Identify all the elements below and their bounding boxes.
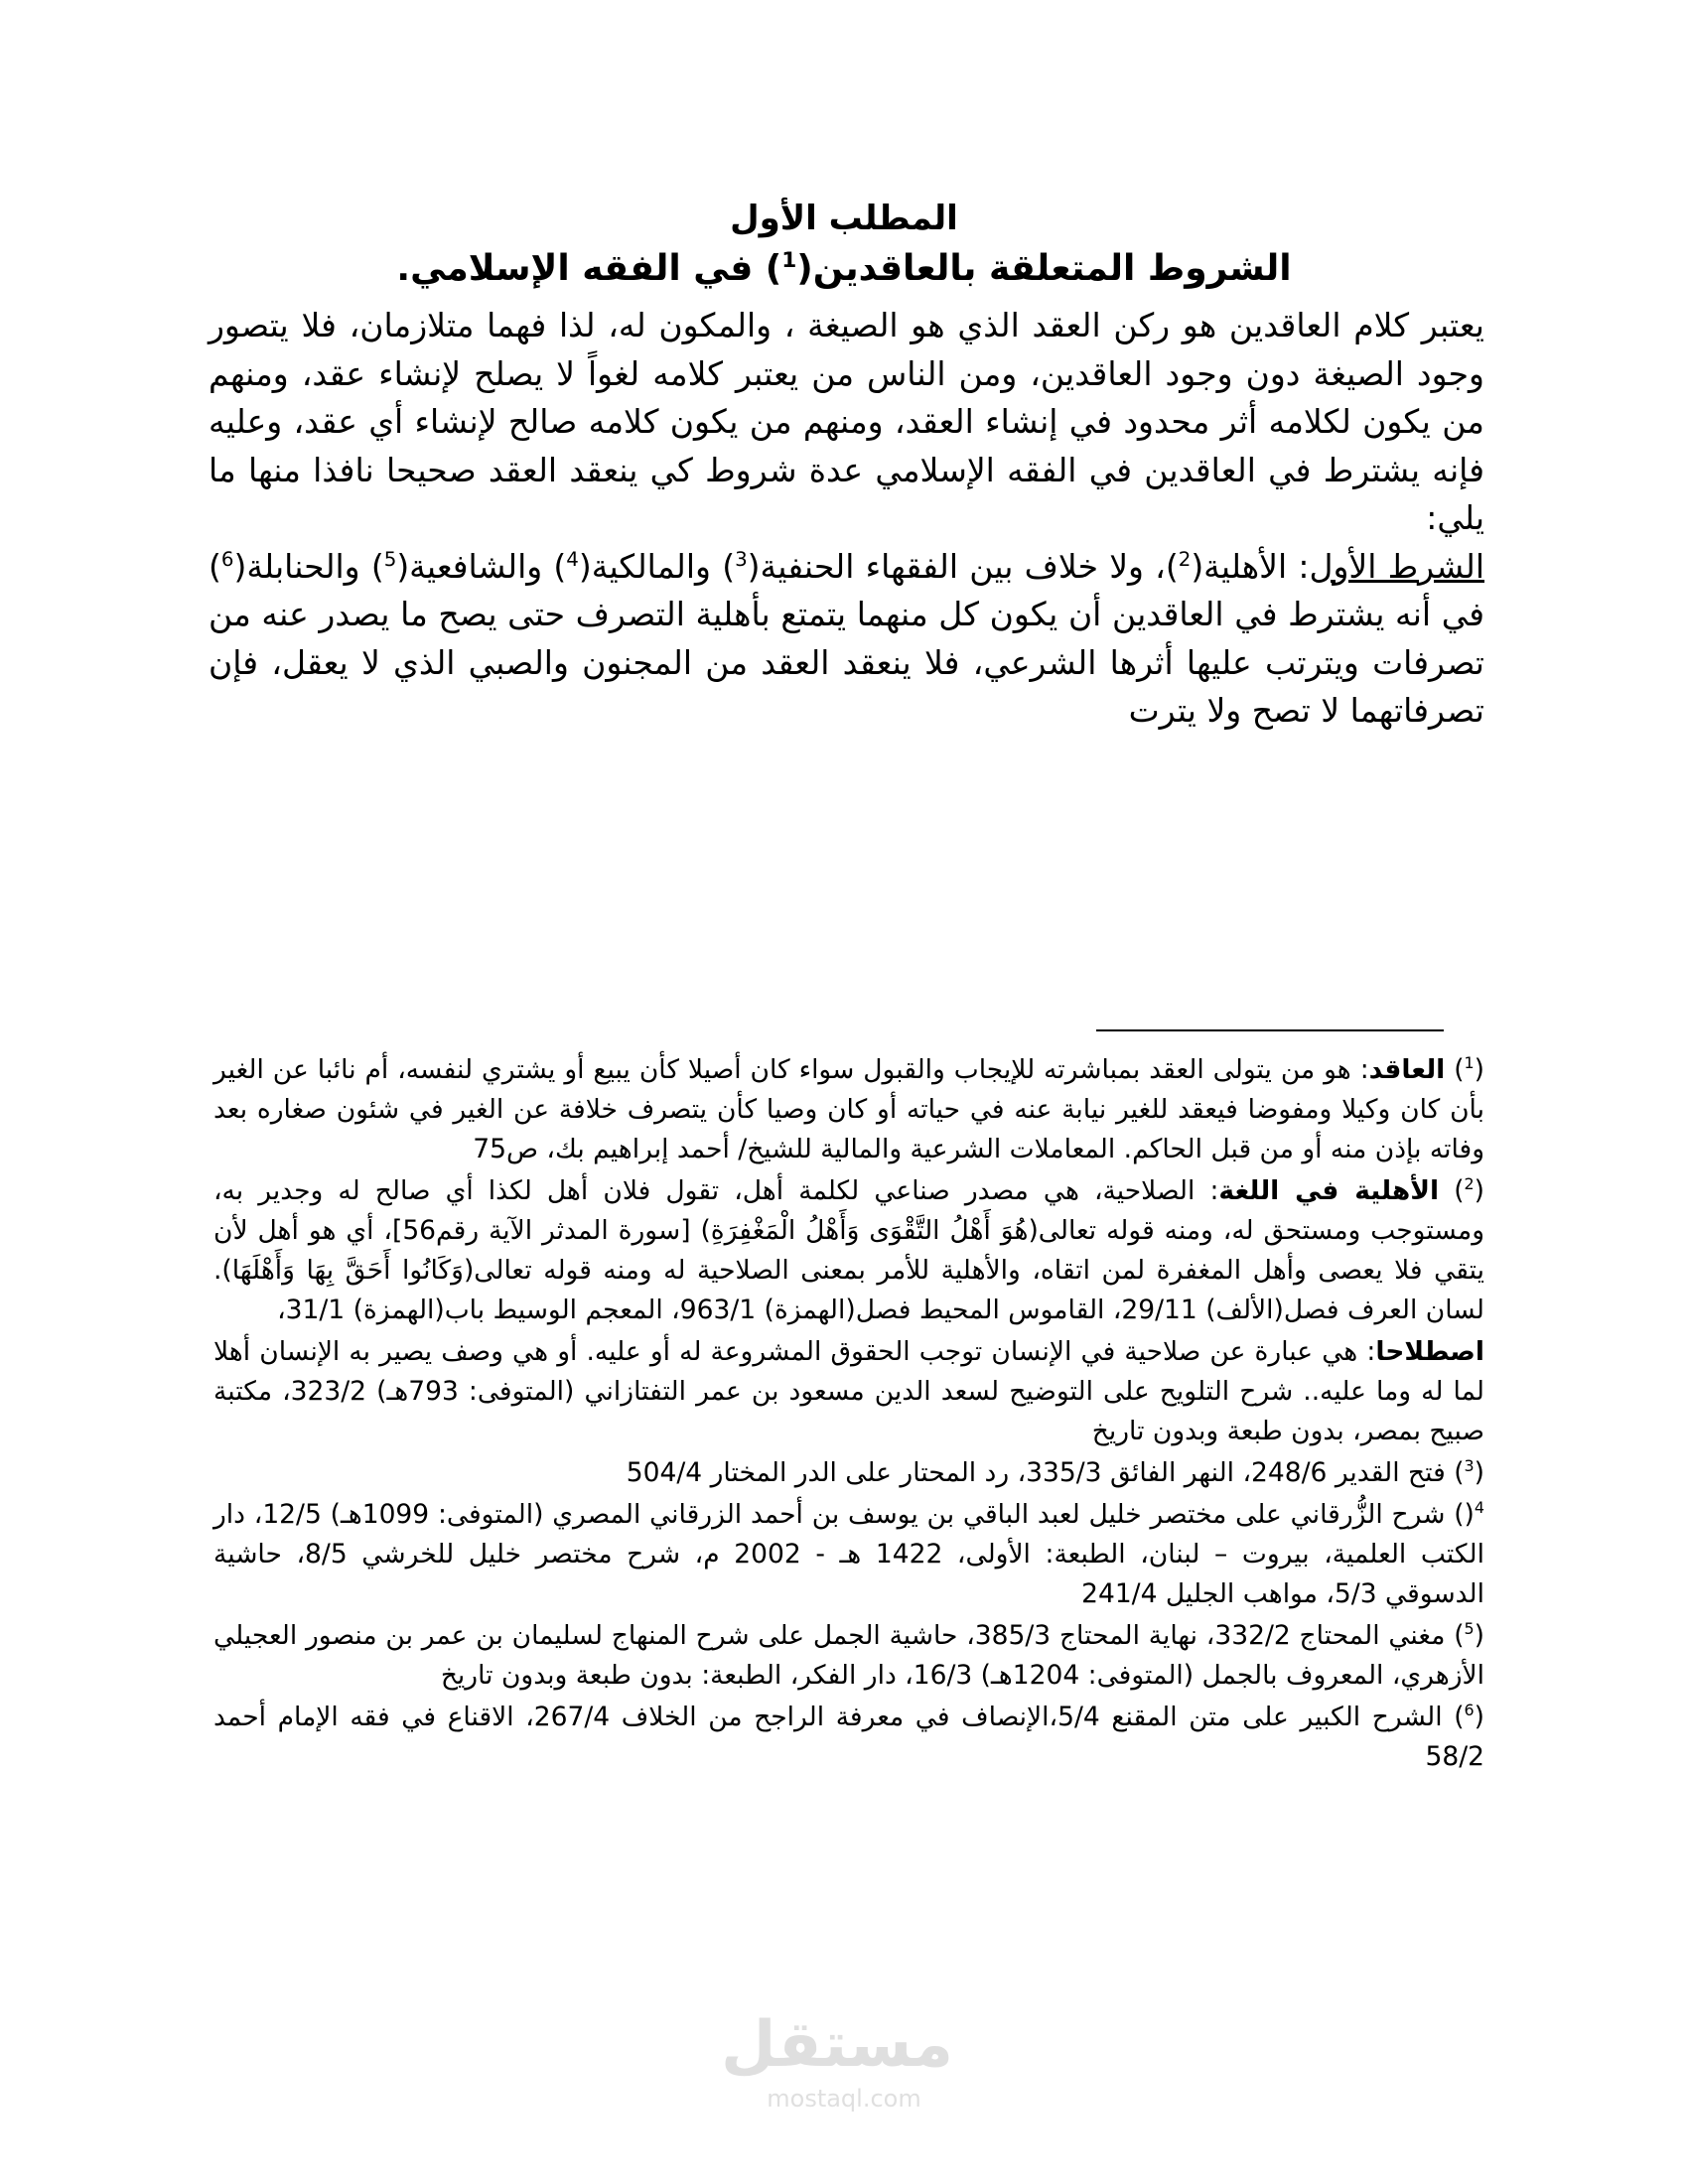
footnote-3: [213, 1453, 1484, 1493]
footnotes: [213, 1050, 1484, 1779]
watermark-logo: مستقل: [720, 2008, 953, 2082]
page-title-before: الشروط المتعلقة بالعاقدين(: [796, 248, 1292, 289]
footnote-6-text: الشرح الكبير على متن المقنع 5/4،الإنصاف في معرفة الراجح من الخلاف 267/4، الاقناع في فقه الإمام أحمد 58/2: [213, 1702, 1484, 1772]
body-paragraph-intro: يعتبر كلام العاقدين هو ركن العقد الذي هو الصيغة ، والمكون له، لذا فهما متلازمان، فلا يتصور وجود الصيغة دون وجود العاقدين، ومن الناس من يعتبر كلامه لغواً لا يصلح لإنشاء عقد، ومنهم من يكون لكلامه أثر محدود في إنشاء العقد، ومنهم من يكون كلامه صالح لإنشاء أي عقد، وعليه فإنه يشترط في العاقدين في الفقه الإسلامي عدة شروط كي ينعقد العقد صحيحا نافذا منها ما يلي:: [209, 306, 1484, 537]
footnote-2-open: (: [1474, 1175, 1485, 1206]
footnote-ref-3[interactable]: 3: [735, 547, 748, 571]
footnote-6: [213, 1698, 1484, 1777]
page-title-after: ) في الفقه الإسلامي.: [396, 248, 782, 289]
footnote-2b-text: : هي عبارة عن صلاحية في الإنسان توجب الحقوق المشروعة له أو عليه. أو هي وصف يصير به الإنسان أهلا لما له وما عليه.. شرح التلويح على التوضيح لسعد الدين مسعود بن عمر التفتازاني (المتوفى: 793هـ) 323/2، مكتبة صبيح بمصر، بدون طبعة وبدون تاريخ: [213, 1336, 1484, 1446]
footnote-4: [213, 1495, 1484, 1614]
condition-text-f: ) في أنه يشترط في العاقدين أن يكون كل منهما يتمتع بأهلية التصرف حتى يصح ما يصدر عنه من تصرفات ويترتب عليها أثرها الشرعي، فلا ينعقد العقد من المجنون والصبي الذي لا يعقل، فإن تصرفاتهما لا تصح ولا يترت: [209, 546, 1484, 730]
footnote-1: [213, 1050, 1484, 1169]
footnote-separator: [1096, 1029, 1444, 1031]
footnote-ref-1[interactable]: 1: [781, 248, 797, 273]
condition-label: الشرط الأول: [1309, 546, 1485, 586]
footnote-2-number: 2: [1464, 1174, 1475, 1194]
footnote-ref-2[interactable]: 2: [1178, 547, 1192, 571]
footnote-3-open: (: [1474, 1457, 1484, 1488]
footnote-6-open: (: [1474, 1702, 1485, 1732]
footnote-4-number: 4: [1474, 1498, 1484, 1518]
footnote-3-number: 3: [1464, 1456, 1475, 1476]
footnote-ref-6[interactable]: 6: [220, 547, 234, 571]
body-text: [209, 302, 1484, 736]
body-paragraph-condition: [209, 543, 1484, 736]
section-heading-text: المطلب الأول: [730, 199, 958, 238]
footnote-2-continued: [213, 1332, 1484, 1451]
condition-text-b: )، ولا خلاف بين الفقهاء الحنفية(: [747, 546, 1179, 586]
footnote-5-text: مغني المحتاج 332/2، نهاية المحتاج 385/3، حاشية الجمل على شرح المنهاج لسليمان بن عمر بن منصور العجيلي الأزهري، المعروف بالجمل (المتوفى: 1204هـ) 16/3، دار الفكر، الطبعة: بدون طبعة وبدون تاريخ: [213, 1620, 1484, 1691]
footnote-2-text: : الصلاحية، هي مصدر صناعي لكلمة أهل، تقول فلان أهل لكذا أي صالح له وجدير به، ومستوجب ومستحق له، ومنه قوله تعالى(هُوَ أَهْلُ التَّقْوَى وَأَهْلُ الْمَغْفِرَةِ) [سورة المدثر الآية رقم56]، أي هو أهل لأن يتقي فلا يعصى وأهل المغفرة لمن اتقاه، والأهلية للأمر بمعنى الصلاحية له ومنه قوله تعالى(وَكَانُوا أَحَقَّ بِهَا وَأَهْلَهَا). لسان العرف فصل(الألف) 29/11، القاموس المحيط فصل(الهمزة) 963/1، المعجم الوسيط باب(الهمزة) 31/1،: [213, 1175, 1484, 1325]
mostaql-watermark: [720, 2005, 953, 2144]
footnote-1-close: ): [1445, 1054, 1465, 1085]
watermark-url: mostaql.com: [767, 2085, 921, 2113]
footnote-3-text: فتح القدير 248/6، النهر الفائق 335/3، رد المحتار على الدر المختار 504/4: [626, 1457, 1446, 1488]
footnote-1-term: العاقد: [1368, 1054, 1446, 1085]
footnote-ref-4[interactable]: 4: [566, 547, 579, 571]
footnote-2-close: ): [1439, 1175, 1465, 1206]
footnote-5: [213, 1616, 1484, 1696]
footnote-5-number: 5: [1464, 1619, 1475, 1639]
footnote-1-number: 1: [1464, 1053, 1475, 1073]
footnote-2b-term: اصطلاحا: [1375, 1336, 1484, 1367]
footnote-6-number: 6: [1464, 1701, 1475, 1720]
page-title: [199, 248, 1489, 289]
footnote-3-close: ): [1445, 1457, 1465, 1488]
footnote-2: [213, 1171, 1484, 1330]
condition-text-d: ) والشافعية(: [396, 546, 567, 586]
footnote-5-close: ): [1445, 1620, 1465, 1651]
footnote-1-text: : هو من يتولى العقد بمباشرته للإيجاب والقبول سواء كان أصيلا كأن يبيع أو يشتري لنفسه، أم نائبا عن الغير بأن كان وكيلا ومفوضا فيعقد للغير نيابة عنه في حياته أو كان وصيا كأن يتصرف خلافة عن الغير في شئون صغاره بعد وفاته بإذن منه أو من قبل الحاكم. المعاملات الشرعية والمالية للشيخ/ أحمد إبراهيم بك، ص75: [213, 1054, 1484, 1164]
footnote-ref-5[interactable]: 5: [383, 547, 397, 571]
footnote-6-close: ): [1442, 1702, 1465, 1732]
condition-text-c: ) والمالكية(: [578, 546, 736, 586]
condition-text-e: ) والحنابلة(: [233, 546, 384, 586]
footnote-5-open: (: [1474, 1620, 1485, 1651]
footnote-2-term: الأهلية في اللغة: [1218, 1175, 1440, 1206]
footnote-4-text: () شرح الزُّرقاني على مختصر خليل لعبد الباقي بن يوسف بن أحمد الزرقاني المصري (المتوفى: 1099هـ) 12/5، دار الكتب العلمية، بيروت – لبنان، الطبعة: الأولى، 1422 هـ - 2002 م، شرح مختصر خليل للخرشي 8/5، حاشية الدسوقي 5/3، مواهب الجليل 241/4: [213, 1499, 1484, 1609]
footnote-1-open: (: [1474, 1054, 1485, 1085]
section-heading: [199, 199, 1489, 238]
condition-text-a: : الأهلية(: [1191, 546, 1310, 586]
